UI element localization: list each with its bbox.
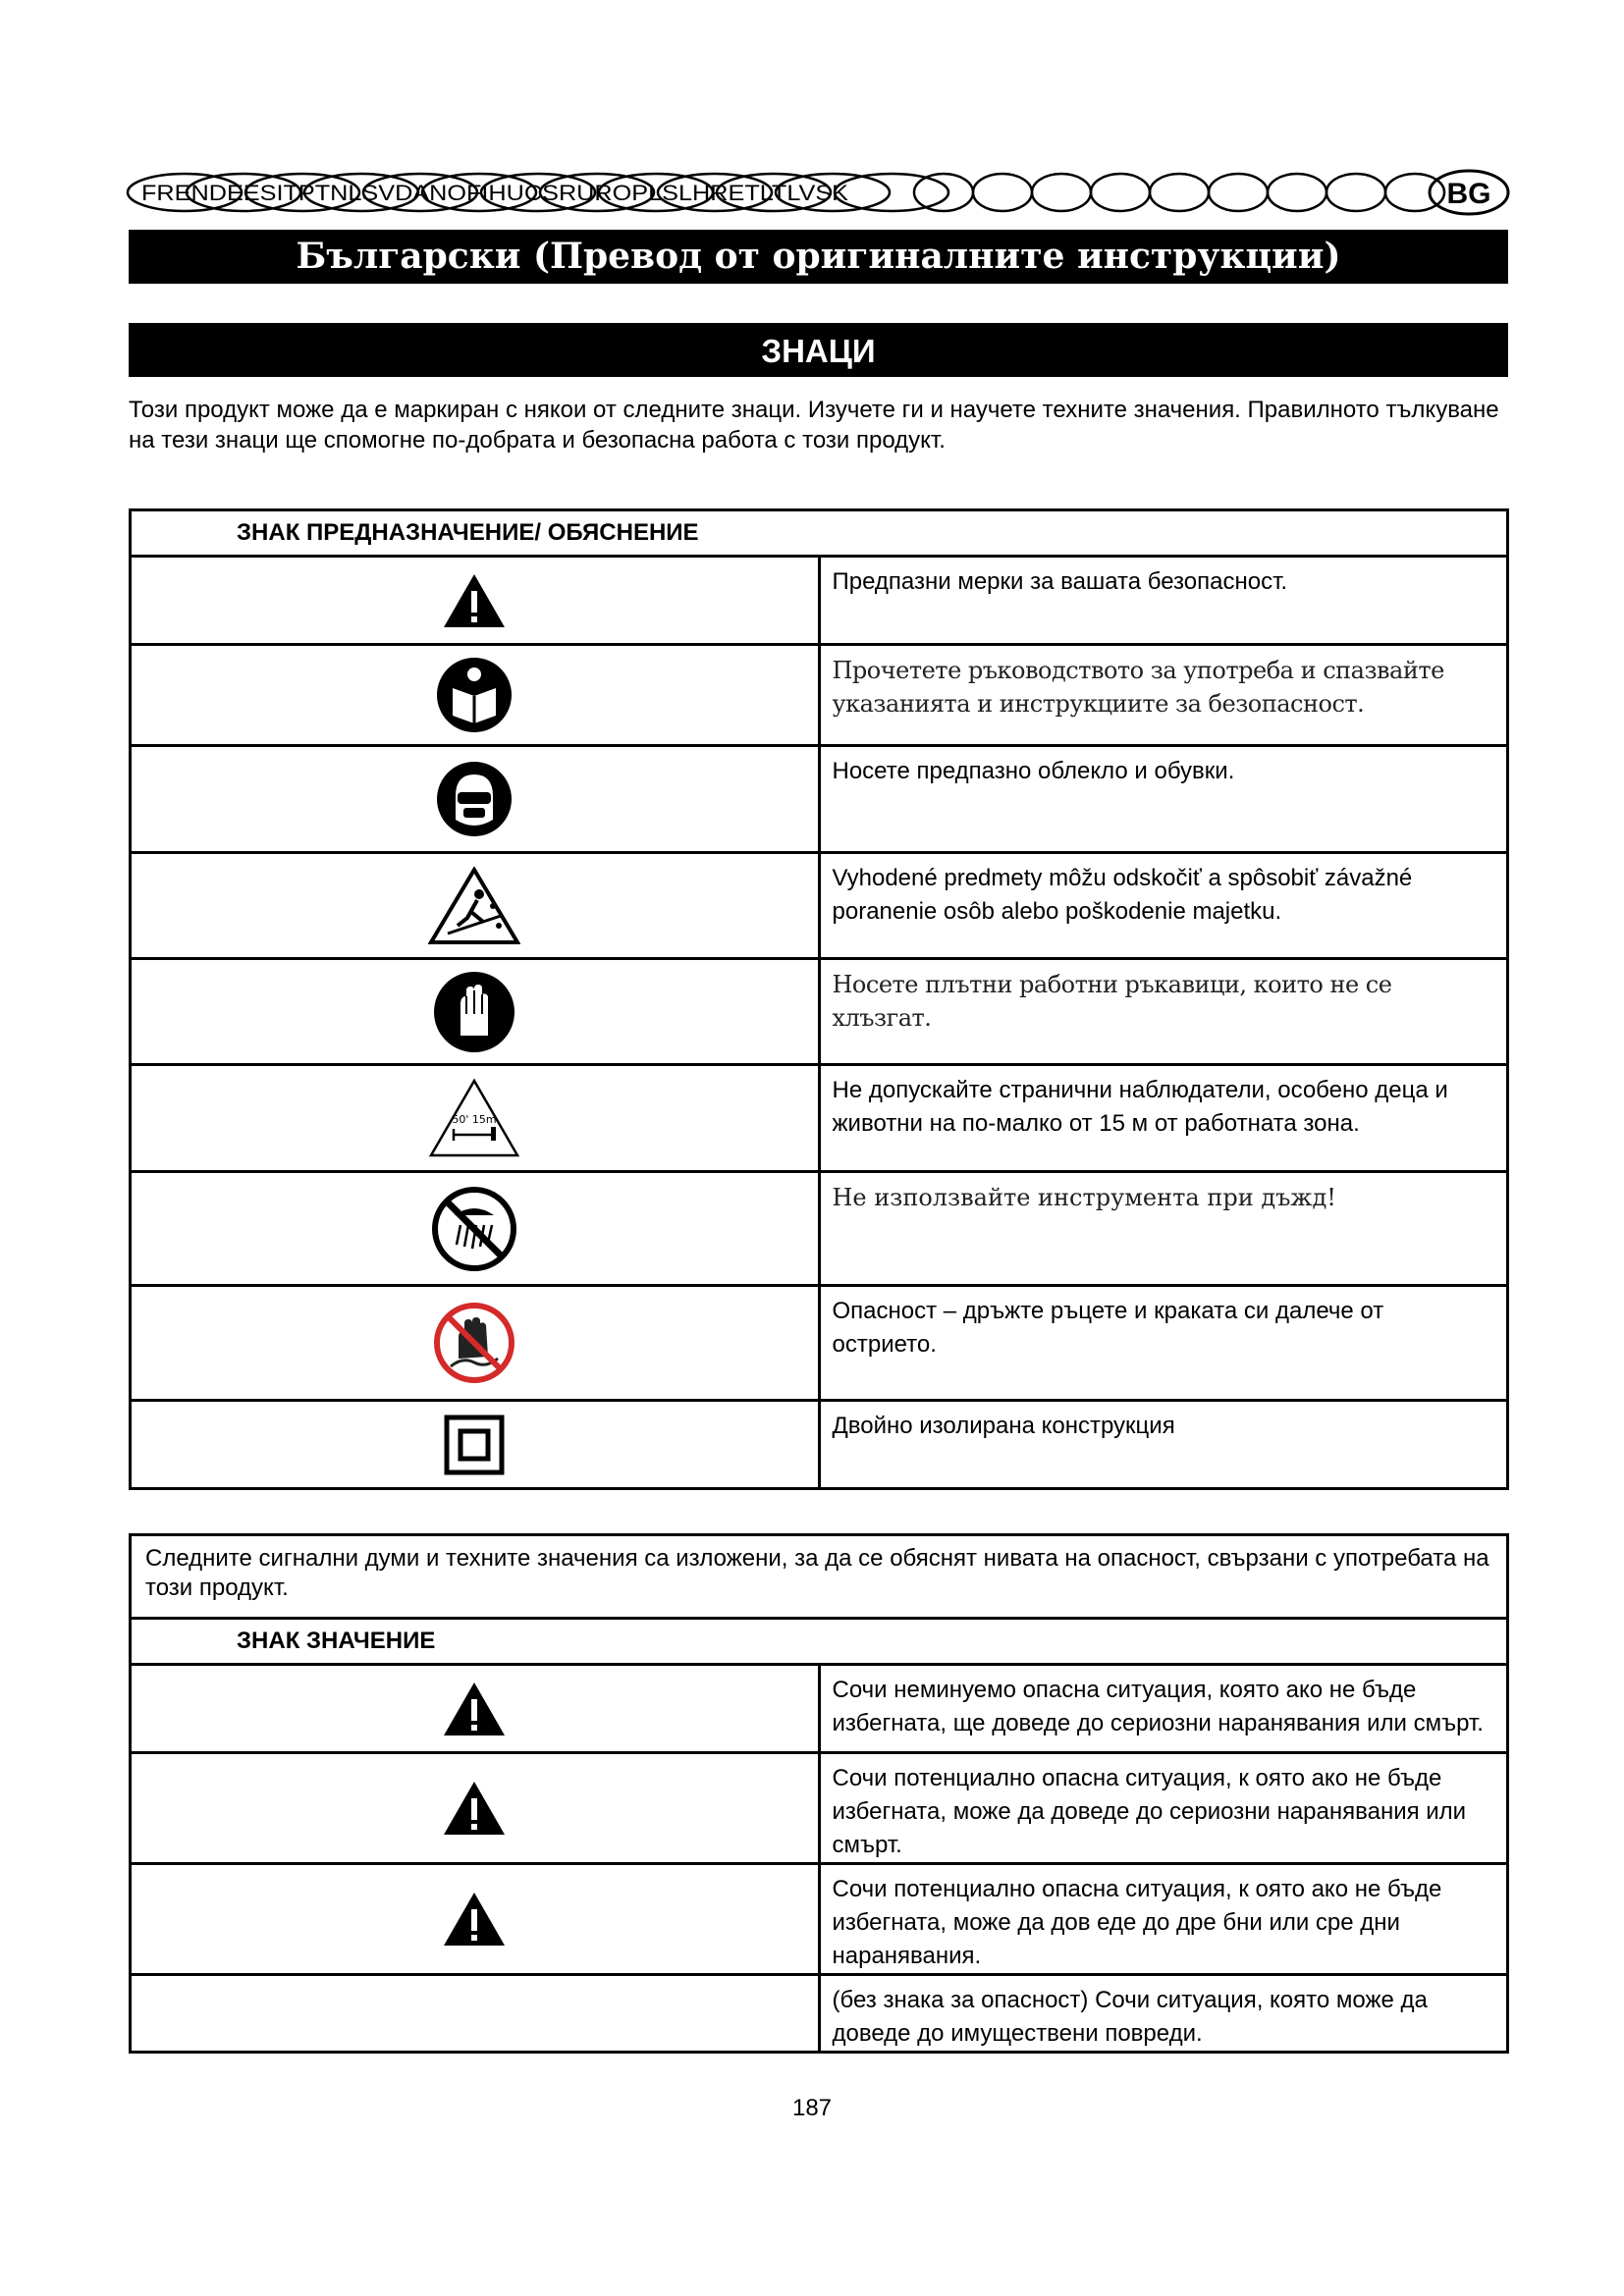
table-row — [131, 1864, 1508, 1975]
warning-triangle-icon — [131, 1753, 820, 1864]
language-current[interactable]: BG — [1446, 178, 1491, 210]
warning-triangle-icon — [131, 1864, 820, 1975]
table-row — [131, 746, 1508, 853]
table-row — [131, 1975, 1508, 2053]
symbols-table — [129, 508, 1509, 1490]
signal-description: (без знака за опасност) Сочи ситуация, която може да доведе до имуществени повреди. — [819, 1975, 1508, 2053]
page-title: Български (Превод от оригиналните инструкции) — [129, 230, 1508, 284]
table-row — [131, 1753, 1508, 1864]
table-header: ЗНАК ЗНАЧЕНИЕ — [131, 1619, 1508, 1665]
symbol-description: Опасност – дръжте ръцете и краката си далече от острието. — [819, 1286, 1508, 1401]
table-row — [131, 853, 1508, 959]
warning-triangle-icon — [131, 557, 820, 645]
symbol-description: Носете плътни работни ръкавици, които не се хлъзгат. — [819, 959, 1508, 1065]
double-insulation-icon — [131, 1401, 820, 1489]
symbol-description: Носете предпазно облекло и обувки. — [819, 746, 1508, 853]
section-title: ЗНАЦИ — [129, 323, 1508, 377]
intro-paragraph: Този продукт може да е маркиран с някои от следните знаци. Изучете ги и научете техните значения. Правилното тълкуване на тези знаци ще спомогне по-добрата и безопасна работа с този продукт. — [129, 397, 1499, 454]
table-header-row — [131, 1619, 1508, 1665]
signal-description: Сочи неминуемо опасна ситуация, която ако не бъде избегната, ще доведе до сериозни наранявания или смърт. — [819, 1665, 1508, 1753]
thrown-objects-icon — [131, 853, 820, 959]
warning-triangle-icon — [131, 1665, 820, 1753]
table-row — [131, 1065, 1508, 1172]
table-row — [131, 1401, 1508, 1489]
symbol-description: Не използвайте инструмента при дъжд! — [819, 1172, 1508, 1286]
table-row — [131, 645, 1508, 746]
no-rain-icon — [131, 1172, 820, 1286]
keep-distance-icon — [131, 1065, 820, 1172]
protective-gear-icon — [131, 746, 820, 853]
table-note-row — [131, 1535, 1508, 1619]
table-header: ЗНАК ПРЕДНАЗНАЧЕНИЕ/ ОБЯСНЕНИЕ — [131, 510, 1508, 557]
symbol-description: Двойно изолирана конструкция — [819, 1401, 1508, 1489]
blade-danger-icon — [131, 1286, 820, 1401]
symbol-description: Прочетете ръководството за употреба и спазвайте указанията и инструкциите за безопасност. — [819, 645, 1508, 746]
symbol-description: Vyhodené predmety môžu odskočiť a spôsobiť závažné poranenie osôb alebo poškodenie majetku. — [819, 853, 1508, 959]
table-row — [131, 1286, 1508, 1401]
language-codes[interactable]: FRENDEESITPTNLSVDANOFIHUCSRUROPLSLHRETLTLVSK — [141, 181, 849, 205]
table-row — [131, 1665, 1508, 1753]
table-row — [131, 1172, 1508, 1286]
signal-description: Сочи потенциално опасна ситуация, к оято ако не бъде избегната, може да доведе до сериозни наранявания или смърт. — [819, 1753, 1508, 1864]
table-row — [131, 557, 1508, 645]
distance-label: 50' 15m — [452, 1113, 497, 1126]
signal-words-table — [129, 1533, 1509, 2054]
table-header-row — [131, 510, 1508, 557]
read-manual-icon — [131, 645, 820, 746]
symbol-description: Предпазни мерки за вашата безопасност. — [819, 557, 1508, 645]
gloves-icon — [131, 959, 820, 1065]
page-number: 187 — [791, 2095, 833, 2121]
empty-icon-cell — [131, 1975, 820, 2053]
table-row — [131, 959, 1508, 1065]
language-bar — [126, 167, 1510, 218]
signal-description: Сочи потенциално опасна ситуация, к оято ако не бъде избегната, може да дов еде до дре бни или сре дни наранявания. — [819, 1864, 1508, 1975]
symbol-description: Не допускайте странични наблюдатели, особено деца и животни на по-малко от 15 м от работната зона. — [819, 1065, 1508, 1172]
signal-words-note: Следните сигнални думи и техните значения са изложени, за да се обяснят нивата на опасност, свързани с употребата на този продукт. — [131, 1535, 1508, 1619]
